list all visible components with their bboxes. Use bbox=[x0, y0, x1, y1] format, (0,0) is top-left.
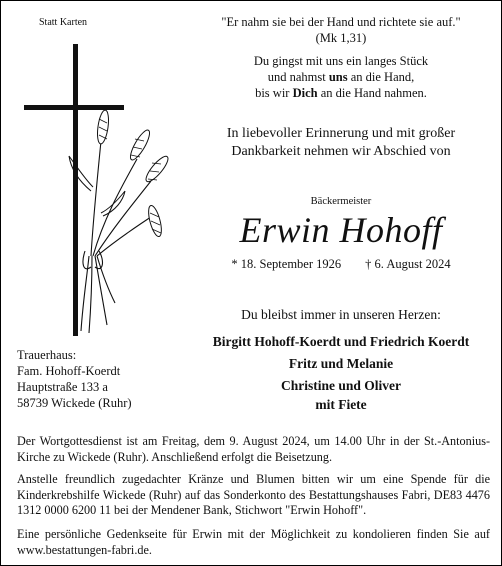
trauerhaus-line-2: Hauptstraße 133 a bbox=[17, 380, 108, 394]
family-list bbox=[181, 331, 501, 413]
deceased-name: Erwin Hohoff bbox=[239, 210, 443, 250]
death-date: † 6. August 2024 bbox=[365, 257, 451, 271]
quote-text: "Er nahm sie bei der Hand und richtete sie auf." bbox=[221, 15, 461, 29]
trauerhaus-address bbox=[17, 347, 132, 411]
poem-line-2 bbox=[191, 69, 491, 85]
poem-line-2-bold: uns bbox=[328, 70, 348, 84]
trauerhaus-line-3: 58739 Wickede (Ruhr) bbox=[17, 396, 132, 410]
cross-with-wheat-icon bbox=[19, 41, 169, 341]
statt-karten-label: Statt Karten bbox=[39, 17, 88, 28]
poem-line-3-a: bis wir bbox=[255, 86, 293, 100]
family-line-2: Fritz und Melanie bbox=[288, 356, 394, 371]
poem bbox=[191, 53, 491, 101]
trauerhaus-label: Trauerhaus: bbox=[17, 348, 77, 362]
poem-line-3-bold: Dich bbox=[292, 86, 318, 100]
family-line-1: Birgitt Hohoff-Koerdt und Friedrich Koerdt bbox=[212, 334, 470, 349]
birth-date: * 18. September 1926 bbox=[231, 257, 342, 271]
poem-line-1: Du gingst mit uns ein langes Stück bbox=[253, 54, 429, 68]
family-line-3: Christine und Oliver bbox=[280, 378, 401, 393]
poem-line-2-b: an die Hand, bbox=[347, 70, 415, 84]
deceased-title: Bäckermeister bbox=[310, 196, 372, 207]
poem-line-2-a: und nahmst bbox=[267, 70, 329, 84]
life-dates bbox=[191, 257, 491, 272]
intro-text bbox=[181, 125, 501, 161]
heart-line: Du bleibst immer in unseren Herzen: bbox=[241, 307, 441, 322]
intro-line-2: Dankbarkeit nehmen wir Abschied von bbox=[231, 144, 451, 159]
donation-paragraph: Anstelle freundlich zugedachter Kränze und Blumen bitten wir um eine Spende für die Kinderkrebshilfe Wickede (Ruhr) auf das Sonderkonto des Bestattungshauses Fabri, DE83 4476 1312 0000 6200 11 bei der Mendener Bank, Stichwort "Erwin Hohoff". bbox=[17, 472, 490, 517]
poem-line-3-b: an die Hand nahmen. bbox=[317, 86, 427, 100]
quote-reference: (Mk 1,31) bbox=[315, 31, 367, 45]
intro-line-1: In liebevoller Erinnerung und mit großer bbox=[226, 126, 456, 141]
memorial-page-paragraph: Eine persönliche Gedenkseite für Erwin mit der Möglichkeit zu kondolieren finden Sie auf www.bestattungen-fabri.de. bbox=[17, 527, 490, 557]
family-line-4: mit Fiete bbox=[315, 397, 367, 412]
trauerhaus-line-1: Fam. Hohoff-Koerdt bbox=[17, 364, 121, 378]
poem-line-3 bbox=[191, 85, 491, 101]
bible-quote bbox=[191, 14, 491, 46]
service-paragraph: Der Wortgottesdienst ist am Freitag, dem 9. August 2024, um 14.00 Uhr in der St.-Antonius-Kirche zu Wickede (Ruhr). Anschließend erfolgt die Beisetzung. bbox=[17, 434, 490, 464]
